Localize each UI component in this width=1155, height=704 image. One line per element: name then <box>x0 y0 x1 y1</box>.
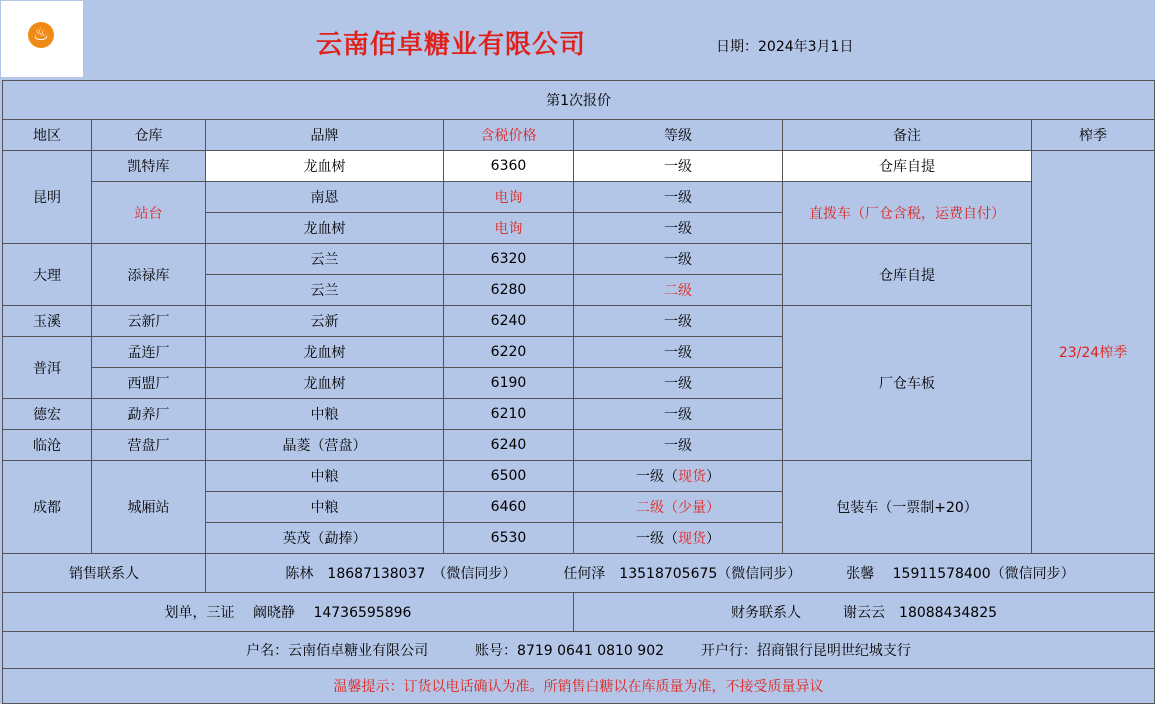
sales-contacts <box>206 554 1155 593</box>
grade-stock-text: 现货 <box>678 469 706 485</box>
region-cell: 大理 <box>3 244 92 306</box>
brand-cell: 云新 <box>206 306 444 337</box>
bank-branch: 开户行：招商银行昆明世纪城支行 <box>700 643 911 659</box>
table-header-row <box>3 120 1155 151</box>
region-cell: 德宏 <box>3 399 92 430</box>
warehouse-cell: 添禄库 <box>92 244 206 306</box>
grade-cell: 一级 <box>574 213 783 244</box>
grade-cell: 一级 <box>574 151 783 182</box>
price-cell: 6190 <box>444 368 574 399</box>
bank-account-name: 户名：云南佰卓糖业有限公司 <box>246 643 429 659</box>
grade-close-text: ） <box>706 531 720 547</box>
header-region: 地区 <box>3 120 92 151</box>
bank-row <box>3 632 1155 669</box>
brand-cell: 云兰 <box>206 275 444 306</box>
table-row <box>3 306 1155 337</box>
brand-cell: 中粮 <box>206 399 444 430</box>
header-warehouse: 仓库 <box>92 120 206 151</box>
warehouse-cell: 营盘厂 <box>92 430 206 461</box>
company-logo <box>1 1 83 77</box>
warehouse-cell: 孟连厂 <box>92 337 206 368</box>
header-price: 含税价格 <box>444 120 574 151</box>
region-cell: 玉溪 <box>3 306 92 337</box>
table-row <box>3 151 1155 182</box>
remark-cell: 仓库自提 <box>783 244 1032 306</box>
grade-cell <box>574 461 783 492</box>
sales-contact-1: 陈林 18687138037 （微信同步） <box>285 566 517 582</box>
price-cell: 6360 <box>444 151 574 182</box>
price-cell: 6460 <box>444 492 574 523</box>
brand-cell: 中粮 <box>206 492 444 523</box>
sales-contact-3: 张馨 15911578400（微信同步） <box>846 566 1075 582</box>
bank-info <box>3 632 1155 669</box>
sales-label: 销售联系人 <box>3 554 206 593</box>
warehouse-cell: 凯特库 <box>92 151 206 182</box>
billing-contact: 划单，三证 阚晓静 14736595896 <box>3 593 574 632</box>
brand-cell: 龙血树 <box>206 368 444 399</box>
brand-cell: 龙血树 <box>206 151 444 182</box>
price-cell: 6500 <box>444 461 574 492</box>
brand-cell: 南恩 <box>206 182 444 213</box>
warehouse-cell: 城厢站 <box>92 461 206 554</box>
warehouse-cell: 西盟厂 <box>92 368 206 399</box>
grade-close-text: ） <box>706 469 720 485</box>
region-cell: 普洱 <box>3 337 92 399</box>
grade-cell: 一级 <box>574 182 783 213</box>
grade-text: 一级（ <box>636 531 678 547</box>
grade-cell <box>574 523 783 554</box>
price-table <box>2 80 1155 704</box>
grade-cell: 一级 <box>574 306 783 337</box>
grade-cell: 一级 <box>574 368 783 399</box>
price-cell: 电询 <box>444 182 574 213</box>
grade-cell: 一级 <box>574 399 783 430</box>
price-cell: 6240 <box>444 430 574 461</box>
header-remark: 备注 <box>783 120 1032 151</box>
brand-cell: 英茂（勐捧） <box>206 523 444 554</box>
quote-round-title: 第1次报价 <box>3 81 1155 120</box>
bank-account-number: 账号：8719 0641 0810 902 <box>475 643 665 659</box>
remark-cell: 包装车（一票制+20） <box>783 461 1032 554</box>
price-cell: 6280 <box>444 275 574 306</box>
grade-cell: 二级 <box>574 275 783 306</box>
price-cell: 6530 <box>444 523 574 554</box>
notice-text: 温馨提示：订货以电话确认为准。所销售白糖以在库质量为准，不接受质量异议 <box>3 669 1155 704</box>
table-row <box>3 182 1155 213</box>
grade-cell: 一级 <box>574 244 783 275</box>
brand-cell: 云兰 <box>206 244 444 275</box>
grade-cell: 一级 <box>574 337 783 368</box>
remark-cell: 厂仓车板 <box>783 306 1032 461</box>
price-cell: 6220 <box>444 337 574 368</box>
grade-text: 一级（ <box>636 469 678 485</box>
brand-cell: 中粮 <box>206 461 444 492</box>
price-cell: 电询 <box>444 213 574 244</box>
header-season: 榨季 <box>1032 120 1155 151</box>
notice-row <box>3 669 1155 704</box>
header-grade: 等级 <box>574 120 783 151</box>
company-title: 云南佰卓糖业有限公司 <box>316 30 587 60</box>
price-cell: 6240 <box>444 306 574 337</box>
brand-cell: 晶菱（营盘） <box>206 430 444 461</box>
warehouse-cell: 站台 <box>92 182 206 244</box>
brand-cell: 龙血树 <box>206 337 444 368</box>
region-cell: 昆明 <box>3 151 92 244</box>
grade-cell: 二级（少量） <box>574 492 783 523</box>
region-cell: 成都 <box>3 461 92 554</box>
quote-date: 日期：2024年3月1日 <box>716 39 854 55</box>
logo-emblem-icon: ♨ <box>28 22 54 48</box>
grade-cell: 一级 <box>574 430 783 461</box>
table-row <box>3 461 1155 492</box>
header-brand: 品牌 <box>206 120 444 151</box>
finance-contact: 财务联系人 谢云云 18088434825 <box>574 593 1155 632</box>
warehouse-cell: 勐养厂 <box>92 399 206 430</box>
region-cell: 临沧 <box>3 430 92 461</box>
remark-cell: 直拨车（厂仓含税，运费自付） <box>783 182 1032 244</box>
price-cell: 6320 <box>444 244 574 275</box>
season-cell: 23/24榨季 <box>1032 151 1155 554</box>
brand-cell: 龙血树 <box>206 213 444 244</box>
sales-contact-2: 任何泽 13518705675（微信同步） <box>563 566 802 582</box>
warehouse-cell: 云新厂 <box>92 306 206 337</box>
price-cell: 6210 <box>444 399 574 430</box>
sales-contact-row <box>3 554 1155 593</box>
table-row <box>3 244 1155 275</box>
remark-cell: 仓库自提 <box>783 151 1032 182</box>
grade-stock-text: 现货 <box>678 531 706 547</box>
billing-row <box>3 593 1155 632</box>
